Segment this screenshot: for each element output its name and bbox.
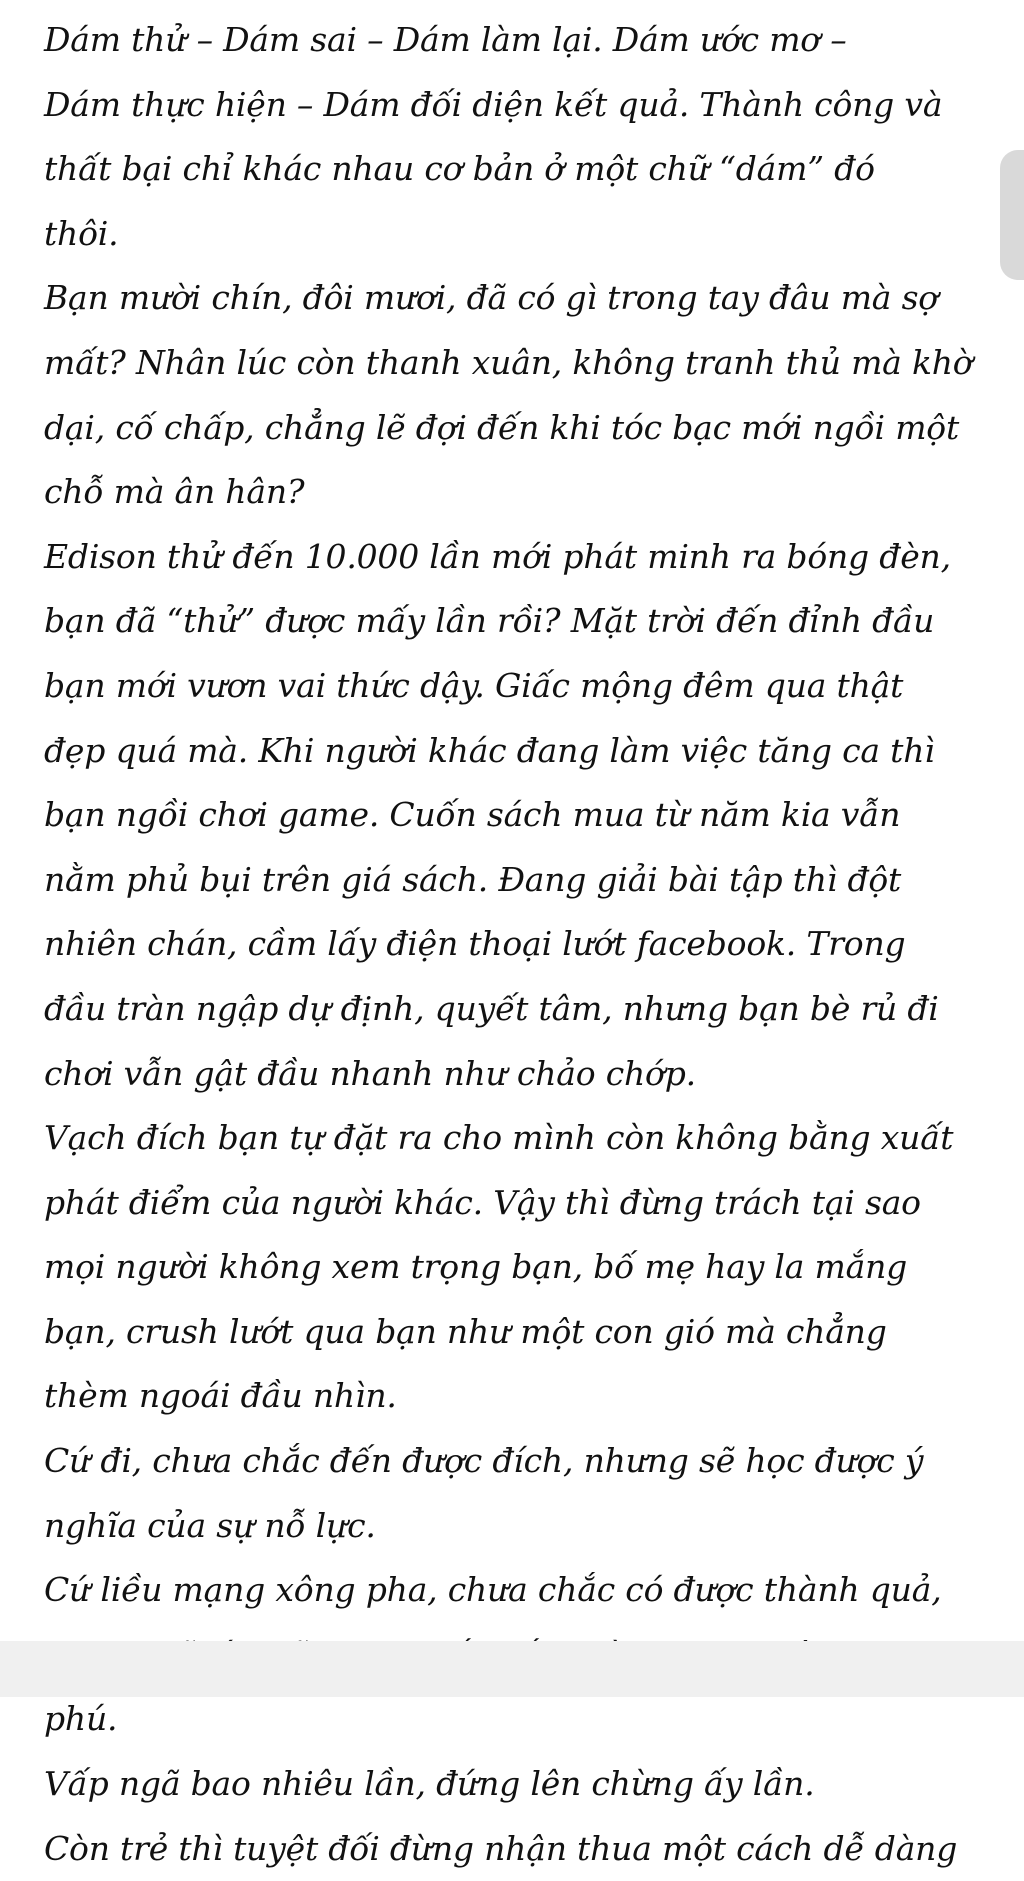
bottom-bar — [0, 1641, 1024, 1697]
text-line: mọi người không xem trọng bạn, bố mẹ hay la mắng — [44, 1247, 908, 1287]
text-line: chỗ mà ân hân? — [44, 472, 305, 512]
text-line: bạn ngồi chơi game. Cuốn sách mua từ năm kia vẫn — [44, 795, 901, 835]
text-line: dại, cố chấp, chẳng lẽ đợi đến khi tóc bạc mới ngồi một — [44, 407, 960, 447]
document-text — [44, 8, 1024, 1881]
text-line: Vạch đích bạn tự đặt ra cho mình còn không bằng xuất — [44, 1118, 954, 1158]
text-line: đẹp quá mà. Khi người khác đang làm việc tăng ca thì — [44, 730, 935, 770]
text-line: nằm phủ bụi trên giá sách. Đang giải bài tập thì đột — [44, 859, 902, 899]
text-line: thèm ngoái đầu nhìn. — [44, 1376, 397, 1416]
text-line: thất bại chỉ khác nhau cơ bản ở một chữ “dám” đó — [44, 149, 875, 189]
text-line: Dám thực hiện – Dám đối diện kết quả. Thành công và — [44, 84, 943, 124]
text-line: nhiên chán, cầm lấy điện thoại lướt facebook. Trong — [44, 924, 906, 964]
text-line: bạn mới vươn vai thức dậy. Giấc mộng đêm qua thật — [44, 665, 904, 705]
text-line: mất? Nhân lúc còn thanh xuân, không tranh thủ mà khờ — [44, 342, 973, 382]
text-line: Vấp ngã bao nhiêu lần, đứng lên chừng ấy lần. — [44, 1764, 815, 1804]
text-line: phát điểm của người khác. Vậy thì đừng trách tại sao — [44, 1182, 921, 1222]
text-line: bạn đã “thử” được mấy lần rồi? Mặt trời đến đỉnh đầu — [44, 601, 935, 641]
scroll-handle[interactable] — [1000, 150, 1024, 280]
text-line: phú. — [44, 1699, 118, 1739]
text-line: chơi vẫn gật đầu nhanh như chảo chớp. — [44, 1053, 696, 1093]
text-line: Dám thử – Dám sai – Dám làm lại. Dám ước mơ – — [44, 20, 847, 59]
text-line: Cứ liều mạng xông pha, chưa chắc có được thành quả, — [44, 1570, 942, 1610]
text-line: Edison thử đến 10.000 lần mới phát minh ra bóng đèn, — [44, 536, 951, 576]
text-line: nghĩa của sự nỗ lực. — [44, 1505, 376, 1545]
text-line: đầu tràn ngập dự định, quyết tâm, nhưng bạn bè rủ đi — [44, 988, 939, 1028]
text-line: Cứ đi, chưa chắc đến được đích, nhưng sẽ học được ý — [44, 1441, 924, 1481]
text-line: Bạn mười chín, đôi mươi, đã có gì trong tay đâu mà sợ — [44, 278, 938, 318]
text-line: Còn trẻ thì tuyệt đối đừng nhận thua một cách dễ dàng — [44, 1828, 958, 1868]
text-line: thôi. — [44, 213, 119, 253]
text-line: bạn, crush lướt qua bạn như một con gió mà chẳng — [44, 1311, 887, 1351]
